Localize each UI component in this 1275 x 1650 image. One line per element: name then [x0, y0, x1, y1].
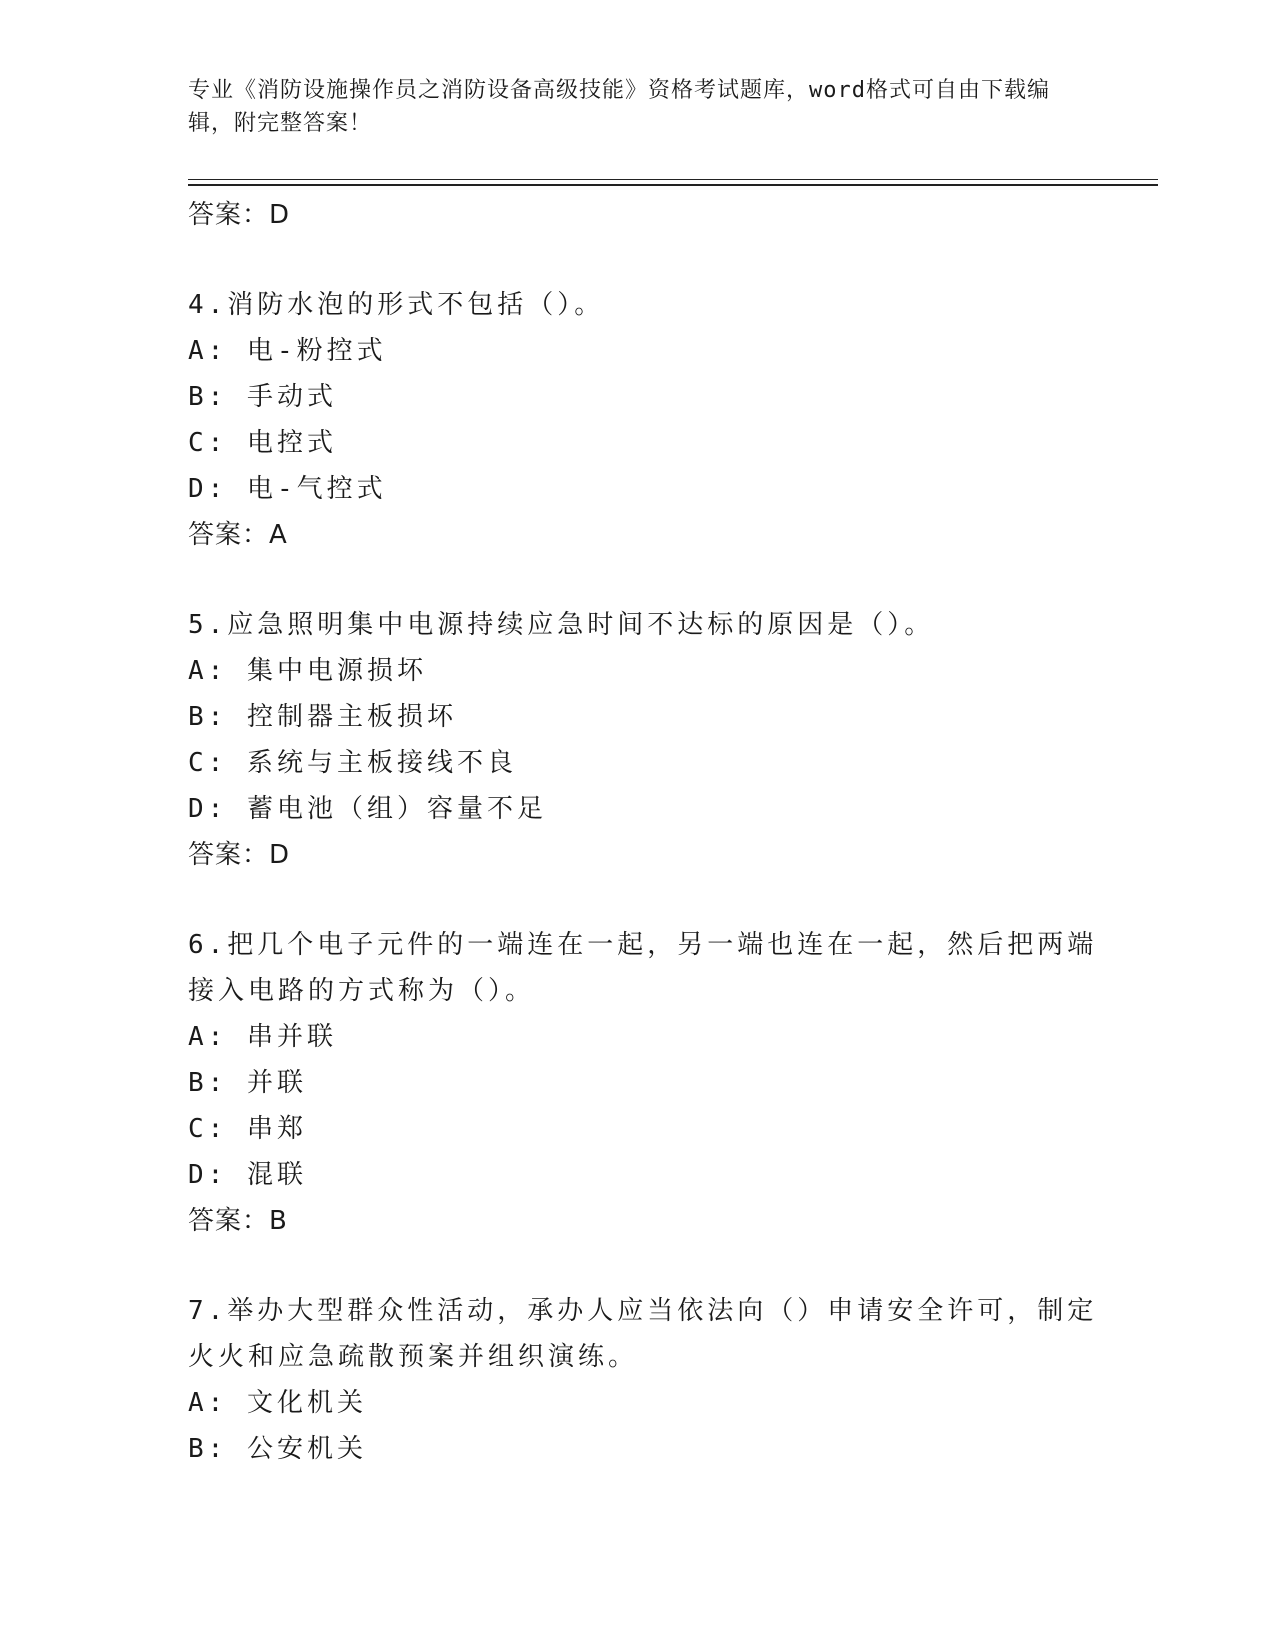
question-text: 4.消防水泡的形式不包括（）。: [188, 290, 605, 320]
option-d: D: 混联: [188, 1160, 307, 1190]
answer-line: 答案：D: [188, 200, 291, 230]
question-block: [188, 1288, 1098, 1472]
option-a: A: 串并联: [188, 1022, 337, 1052]
answer-line: 答案：B: [188, 1206, 288, 1236]
answer-line: 答案：D: [188, 840, 291, 870]
option-b: B: 控制器主板损坏: [188, 702, 457, 732]
answer-line: 答案：A: [188, 520, 288, 550]
option-c: C: 电控式: [188, 428, 337, 458]
question-list: [188, 192, 1098, 1472]
option-c: C: 系统与主板接线不良: [188, 748, 517, 778]
option-a: A: 电-粉控式: [188, 336, 387, 366]
option-a: A: 集中电源损坏: [188, 656, 427, 686]
header-divider: [188, 179, 1158, 180]
question-block: [188, 922, 1098, 1244]
option-d: D: 蓄电池（组）容量不足: [188, 794, 547, 824]
question-text-continued: 接入电路的方式称为（）。: [188, 976, 536, 1006]
question-text: 5.应急照明集中电源持续应急时间不达标的原因是（）。: [188, 610, 935, 640]
question-block: [188, 282, 1068, 558]
option-b: B: 并联: [188, 1068, 307, 1098]
question-block: [188, 602, 1068, 878]
option-b: B: 公安机关: [188, 1434, 367, 1464]
question-text-continued: 火火和应急疏散预案并组织演练。: [188, 1342, 639, 1372]
header-divider-bold: [188, 184, 1158, 186]
question-text: 6.把几个电子元件的一端连在一起，另一端也连在一起，然后把两端: [188, 930, 1098, 960]
option-d: D: 电-气控式: [188, 474, 387, 504]
option-b: B: 手动式: [188, 382, 337, 412]
document-header: 专业《消防设施操作员之消防设备高级技能》资格考试题库，word格式可自由下载编辑，附完整答案！: [188, 78, 1050, 136]
question-text: 7.举办大型群众性活动，承办人应当依法向（）申请安全许可，制定: [188, 1296, 1098, 1326]
option-c: C: 串郑: [188, 1114, 307, 1144]
option-a: A: 文化机关: [188, 1388, 367, 1418]
